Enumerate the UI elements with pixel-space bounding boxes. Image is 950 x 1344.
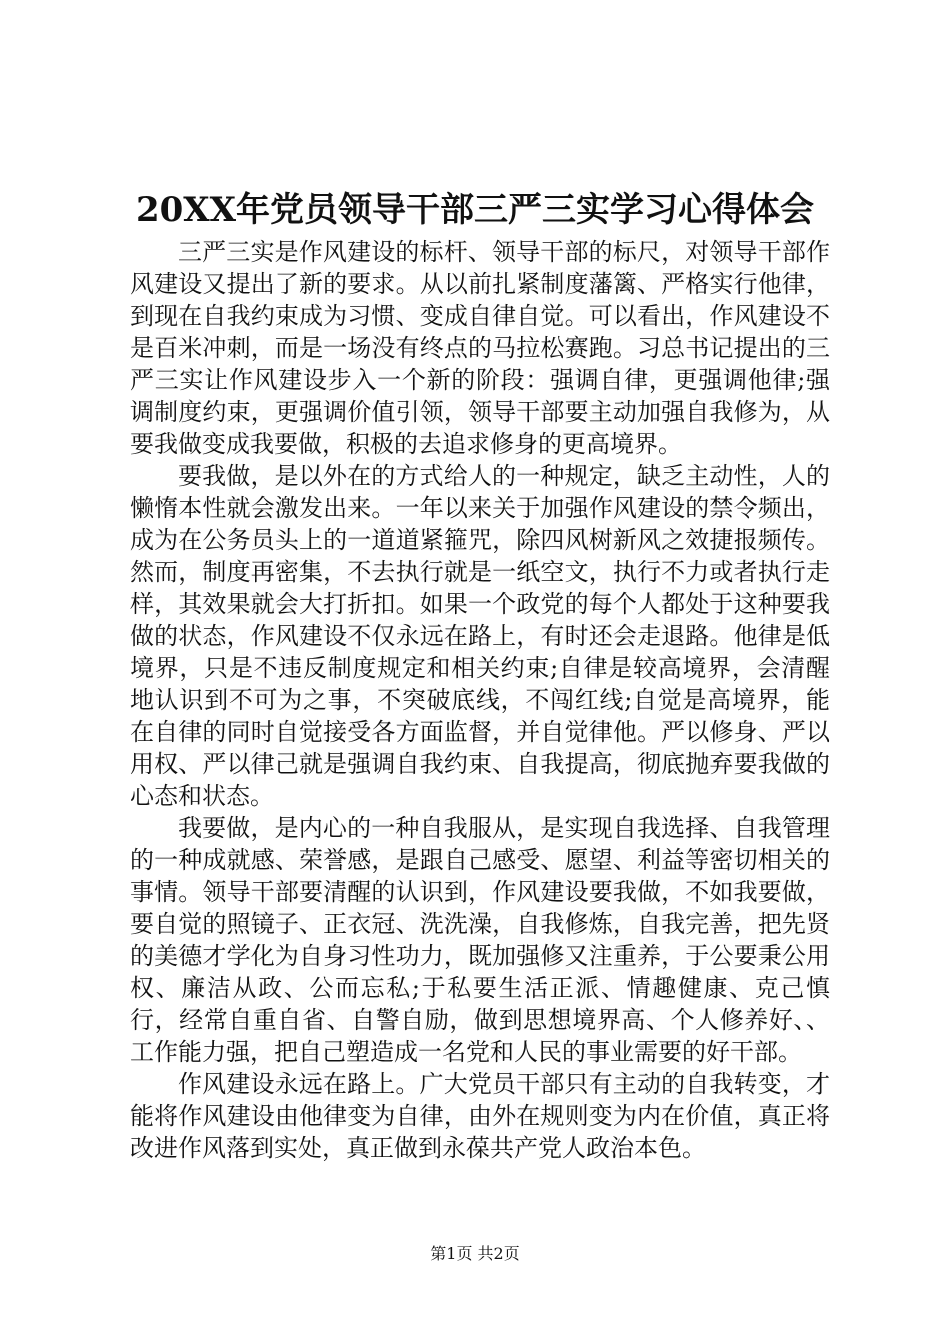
document-body xyxy=(130,236,830,1164)
paragraph-4: 作风建设永远在路上。广大党员干部只有主动的自我转变，才能将作风建设由他律变为自律，由外在规则变为内在价值，真正将改进作风落到实处，真正做到永葆共产党人政治本色。 xyxy=(130,1070,830,1162)
paragraph-1: 三严三实是作风建设的标杆、领导干部的标尺，对领导干部作风建设又提出了新的要求。从以前扎紧制度藩篱、严格实行他律，到现在自我约束成为习惯、变成自律自觉。可以看出，作风建设不是百米冲刺，而是一场没有终点的马拉松赛跑。习总书记提出的三严三实让作风建设步入一个新的阶段：强调自律，更强调他律;强调制度约束，更强调价值引领，领导干部要主动加强自我修为，从要我做变成我要做，积极的去追求修身的更高境界。 xyxy=(130,238,830,458)
paragraph-2: 要我做，是以外在的方式给人的一种规定，缺乏主动性，人的懒惰本性就会激发出来。一年以来关于加强作风建设的禁令频出，成为在公务员头上的一道道紧箍咒，除四风树新风之效捷报频传。然而，制度再密集，不去执行就是一纸空文，执行不力或者执行走样，其效果就会大打折扣。如果一个政党的每个人都处于这种要我做的状态，作风建设不仅永远在路上，有时还会走退路。他律是低境界，只是不违反制度规定和相关约束;自律是较高境界，会清醒地认识到不可为之事，不突破底线，不闯红线;自觉是高境界，能在自律的同时自觉接受各方面监督，并自觉律他。严以修身、严以用权、严以律己就是强调自我约束、自我提高，彻底抛弃要我做的心态和状态。 xyxy=(130,462,830,810)
page-footer: 第1页 共2页 xyxy=(430,1244,520,1263)
document-title: 20XX年党员领导干部三严三实学习心得体会 xyxy=(135,190,815,230)
paragraph-3: 我要做，是内心的一种自我服从，是实现自我选择、自我管理的一种成就感、荣誉感，是跟自己感受、愿望、利益等密切相关的事情。领导干部要清醒的认识到，作风建设要我做，不如我要做，要自觉的照镜子、正衣冠、洗洗澡，自我修炼，自我完善，把先贤的美德才学化为自身习性功力，既加强修又注重养，于公要秉公用权、廉洁从政、公而忘私;于私要生活正派、情趣健康、克己慎行，经常自重自省、自警自励，做到思想境界高、个人修养好、、工作能力强，把自己塑造成一名党和人民的事业需要的好干部。 xyxy=(130,814,830,1066)
